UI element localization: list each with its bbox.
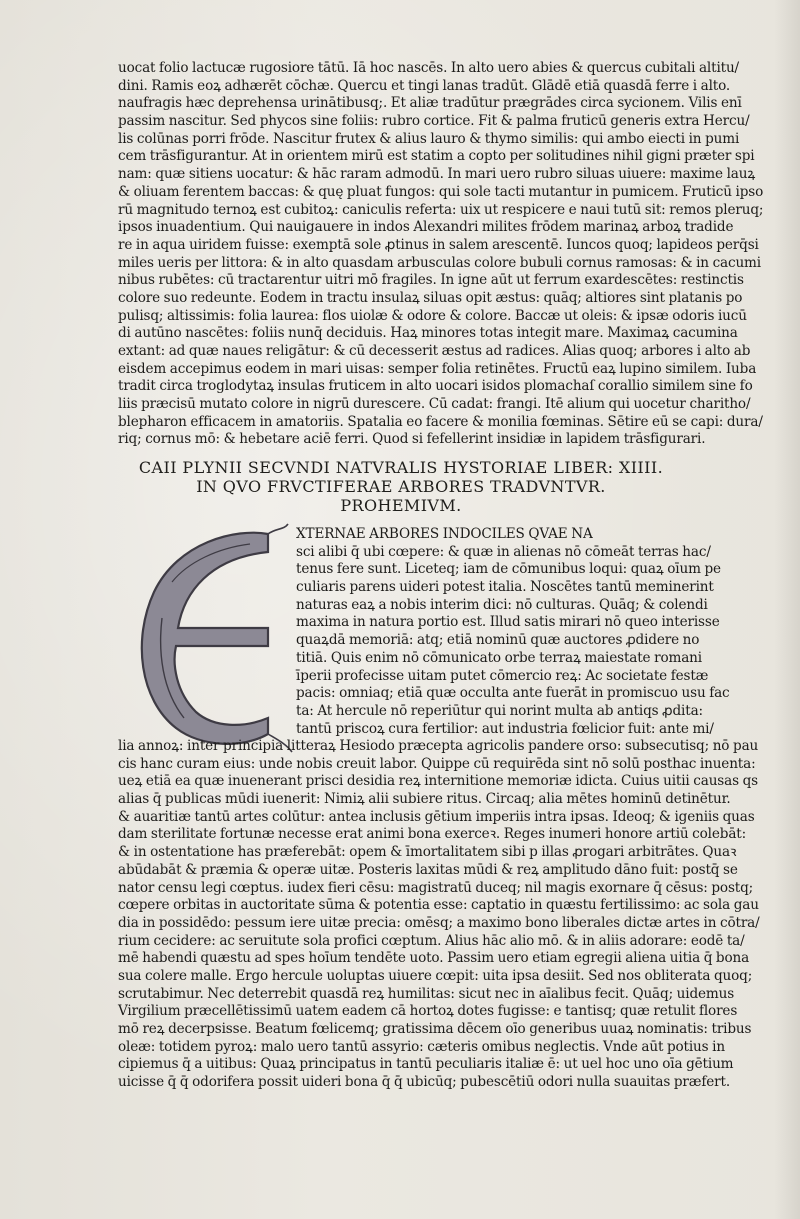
text-line: di autūno nascētes: foliis nunq̄ deciduis. Haꝝ minores totas integit mare. Maximaꝝ cacumina <box>118 325 738 342</box>
text-line: colore suo redeunte. Eodem in tractu insulaꝝ siluas opit æstus: quāq; altiores sint platanis po <box>118 289 743 306</box>
text-line: nator censu legi cœptus. iudex fieri cēsu: magistratū duceq; nil magis exornare q̄ cēsus: postq; <box>118 879 754 896</box>
text-line: dam sterilitate fortunæ necesse erat animi bona exerceꝛ. Reges inumeri honore artiū colebāt: <box>118 826 747 843</box>
book-heading <box>118 458 684 515</box>
text-line: extant: ad quæ naues religātur: & cū decesserit æstus ad radices. Alias quoq; arbores i alto ab <box>118 343 751 359</box>
text-line: ta: At hercule nō reperiūtur qui norint multa ab antiqs ꝓdita: <box>296 702 703 719</box>
text-line: naufragis hæc deprehensa urinātibusq;. Et aliæ tradūtur prægrādes circa sycionem. Vilis enī <box>118 95 742 112</box>
text-line: cipiemus q̄ a uitibus: Quaꝝ principatus in tantū peculiaris italiæ ē: ut uel hoc uno oīa gētium <box>118 1056 734 1073</box>
text-line: scrutabimur. Nec deterrebit quasdā reꝝ humilitas: sicut nec in aīalibus fecit. Quāq; uidemus <box>118 985 735 1002</box>
text-line: dini. Ramis eoꝝ adhærēt cōchæ. Quercu et tingi lanas tradūt. Glādē etiā quasdā ferre i alto. <box>118 77 731 94</box>
text-line: & oliuam ferentem baccas: & quę pluat fungos: qui sole tacti mutantur in pumicem. Fruticū ipso <box>118 183 764 200</box>
text-line: re in aqua uiridem fuisse: exemptā sole ꝓtinus in salem arescentē. Iuncos quoq; lapideos perq̄si <box>118 236 759 253</box>
text-line: alias q̄ publicas mūdi iuenerit: Nimiꝝ alii subiere ritus. Circaq; alia mētes hominū detinētur. <box>118 791 731 808</box>
text-line: mō reꝝ decerpsisse. Beatum fœlicemq; gratissima dēcem oīo generibus uuaꝝ nominatis: tribus <box>118 1021 752 1037</box>
text-line: sua colere malle. Ergo hercule uoluptas uiuere cœpit: uita ipsa desiit. Sed nos obliterata quoq; <box>118 967 753 984</box>
text-line: rū magnitudo ternoꝝ est cubitoꝝ: caniculis referta: uix ut respicere e naui tutū sit: remos pleruq; <box>118 201 764 218</box>
text-line: XTERNAE ARBORES INDOCILES QVAE NA <box>296 526 593 542</box>
text-line: lis colūnas porri frōde. Nascitur frutex & alius lauro & thymo similis: qui ambo eiecti in pumi <box>118 130 740 147</box>
text-line: nibus rubētes: cū tractarentur uitri mō fragiles. In igne aūt ut ferrum exardescētes: restinctis <box>118 272 744 289</box>
text-line: pacis: omniaq; etiā quæ occulta ante fuerāt in promiscuo usu fac <box>296 685 730 702</box>
text-line: naturas eaꝝ a nobis interim dici: nō culturas. Quāq; & colendi <box>296 596 708 613</box>
text-line: tenus fere sunt. Liceteq; iam de cōmunibus loqui: quaꝝ oīum pe <box>296 561 721 578</box>
text-line: abūdabāt & præmia & operæ uitæ. Posteris laxitas mūdi & reꝝ amplitudo dāno fuit: postq̄ se <box>118 861 738 878</box>
text-line: uicisse q̄ q̄ odorifera possit uideri bona q̄ q̄ ubicūq; pubescētiū odori nulla suauitas præfert. <box>118 1074 730 1091</box>
text-line: riq; cornus mō: & hebetare aciē ferri. Quod si fefellerint insidiæ in lapidem trāsfigurari. <box>118 431 706 448</box>
text-line: mē habendi quæstu ad spes hoīum tendēte uoto. Passim uero etiam egregii aliena uitia q̄ bona <box>118 950 750 967</box>
text-line: maxima in natura portio est. Illud satis mirari nō queo interisse <box>296 614 720 631</box>
text-line: culiaris parens uideri potest italia. Noscētes tantū meminerint <box>296 579 714 596</box>
text-line: dia in possidēdo: pessum iere uitæ precia: omēsq; a maximo bono liberales dictæ artes in cōtra/ <box>118 914 760 931</box>
text-line: eisdem accepimus eodem in mari uisas: semper folia retinētes. Fructū eaꝝ lupino similem. Iuba <box>118 360 757 377</box>
prohemium-body-text <box>118 738 760 1092</box>
text-line: pulisq; altissimis: folia laurea: flos uiolæ & odore & colore. Baccæ ut oleis: & ipsæ odoris iucū <box>118 307 747 324</box>
text-line: Virgilium præcellētissimū uatem eadem cā hortoꝝ dotes fugisse: e tantisq; quæ retulit flores <box>118 1003 738 1020</box>
text-line: rium cecidere: ac seruitute sola profici cœptum. Alius hāc alio mō. & in aliis adorare: eodē ta/ <box>118 932 745 949</box>
heading-line-1: CAII PLYNII SECVNDI NATVRALIS HYSTORIAE LIBER: XIIII. <box>138 458 664 477</box>
text-line: liis præcisū mutato colore in nigrū durescere. Cū cadat: frangi. Itē alium qui uocetur charitho/ <box>118 396 751 413</box>
initial-e-glyph-icon <box>118 522 294 754</box>
text-line: nam: quæ sitiens uocatur: & hāc raram admodū. In mari uero rubro siluas uiuere: maxime lauꝝ <box>118 166 756 183</box>
text-line: ipsos inuadentium. Qui nauigauere in indos Alexandri milites frōdem marinaꝝ arboꝝ tradide <box>118 219 734 236</box>
text-line: cis hanc curam eius: unde nobis creuit labor. Quippe cū requirēda sint nō solū posthac inuenta: <box>118 755 756 772</box>
text-line: īperii profecisse uitam putet cōmercio reꝝ: Ac societate festæ <box>296 667 709 684</box>
text-line: sci alibi q̄ ubi cœpere: & quæ in alienas nō cōmeāt terras hac/ <box>296 543 711 560</box>
text-line: blepharon efficacem in amatoriis. Spatalia eo facere & monilia fœminas. Sētire eū se capi: dura/ <box>118 413 763 430</box>
text-line: ueꝝ etiā ea quæ inuenerant prisci desidia reꝝ internitione memoriæ idicta. Cuius uitii causas qs <box>118 773 758 790</box>
text-line: titiā. Quis enim nō cōmunicato orbe terraꝝ maiestate romani <box>296 649 702 666</box>
page-edge-shadow <box>774 0 800 1219</box>
heading-line-3: PROHEMIVM. <box>340 496 462 515</box>
text-line: quaꝝdā memoriā: atq; etiā nominū quæ auctores ꝓdidere no <box>296 632 700 649</box>
text-line: & auaritiæ tantū artes colūtur: antea inclusis gētium imperiis intra ipsas. Ideoq; & igeniis quas <box>118 808 755 825</box>
text-line: miles ueris per littora: & in alto quasdam arbusculas colore bubuli cornus ramosas: & in cacumi <box>118 254 761 271</box>
text-line: cem trāsfigurantur. At in orientem mirū est statim a copto per solitudines nihil gigni præter spi <box>118 148 755 165</box>
heading-line-2: IN QVO FRVCTIFERAE ARBORES TRADVNTVR. <box>196 477 606 496</box>
text-line: & in ostentatione has præferebāt: opem & īmortalitatem sibi p illas ꝓrogari arbitrātes. Quaꝛ <box>118 844 737 861</box>
text-line: oleæ: totidem pyroꝝ: malo uero tantū assyrio: cæteris omibus neglectis. Vnde aūt potius in <box>118 1038 725 1055</box>
text-line: tradit circa troglodytaꝝ insulas fruticem in alto uocari isidos plomachaſ corallio similem sine fo <box>118 378 753 395</box>
text-line: tantū priscoꝝ cura fertilior: aut industria fœlicior fuit: ante mi/ <box>296 720 714 737</box>
top-paragraph <box>118 60 764 449</box>
decorated-initial-e <box>118 522 294 754</box>
text-line: uocat folio lactucæ rugosiore tātū. Iā hoc nascēs. In alto uero abies & quercus cubitali altitu/ <box>118 60 739 76</box>
text-line: passim nascitur. Sed phycos sine foliis: rubro cortice. Fit & palma fruticū generis extra Hercu/ <box>118 113 750 130</box>
text-line: cœpere orbitas in auctoritate sūma & potentia esse: captatio in quæstu fertilissimo: ac sola gau <box>118 897 759 914</box>
prohemium-indented-text <box>296 526 730 738</box>
text-line: lia annoꝝ: inter principia litteraꝝ Hesiodo præcepta agricolis pandere orso: subsecutisq; nō pau <box>118 738 759 754</box>
